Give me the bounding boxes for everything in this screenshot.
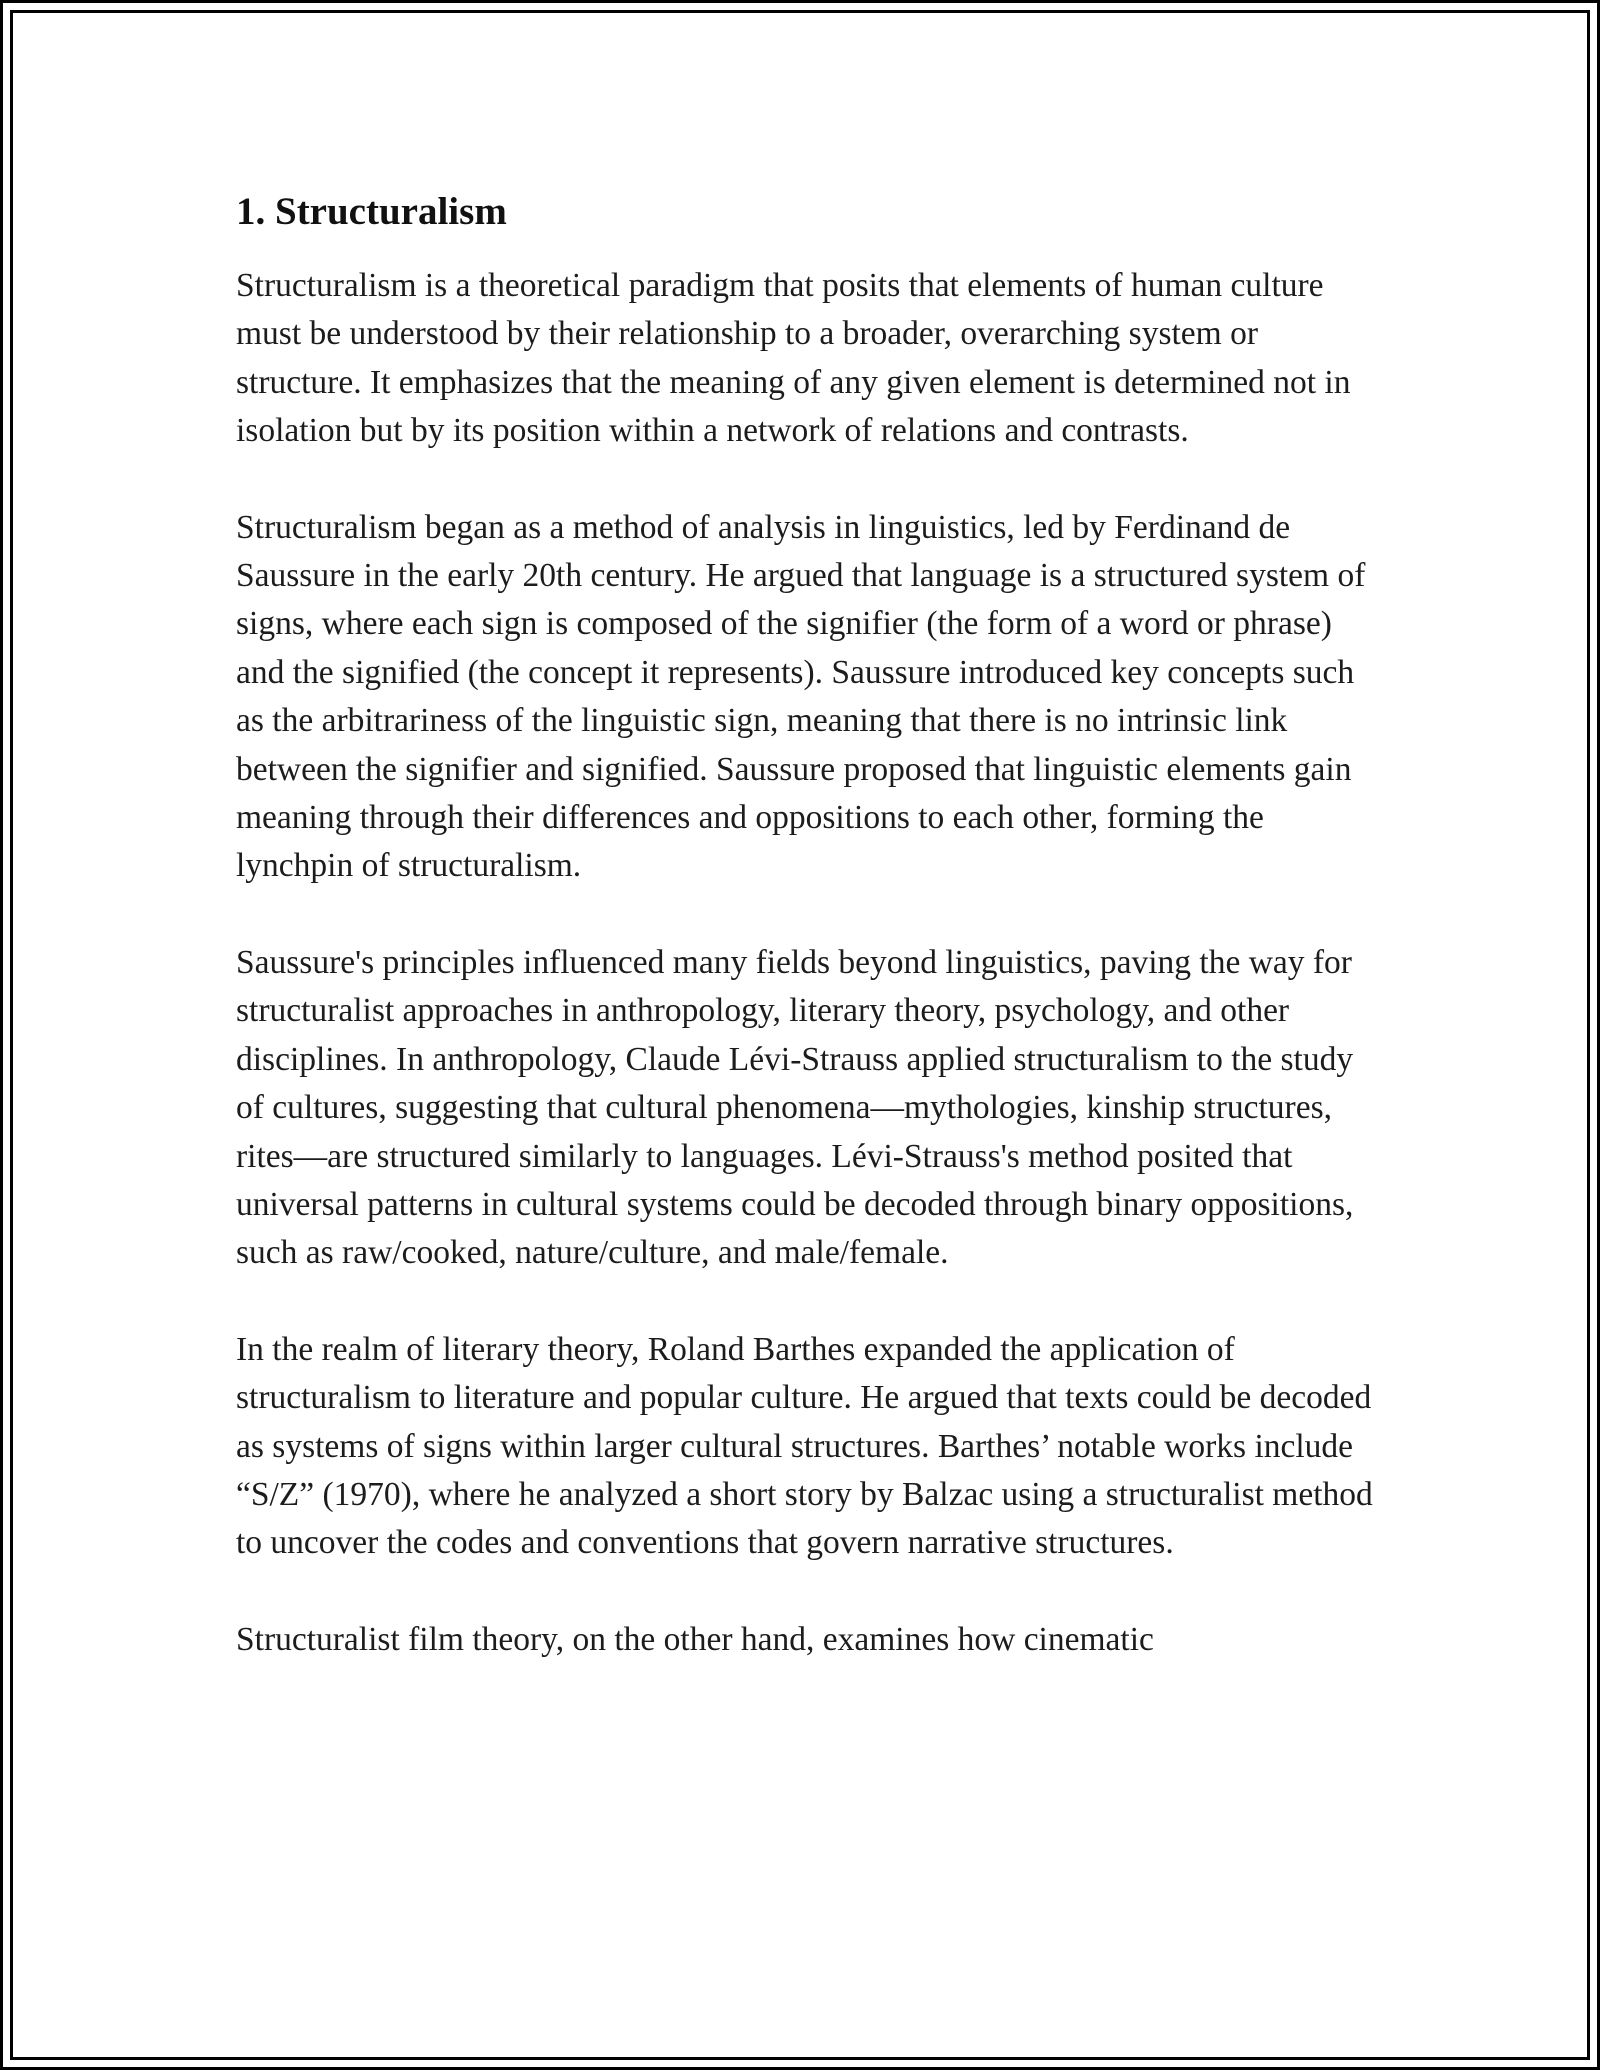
section-heading: 1. Structuralism: [236, 190, 507, 233]
paragraph-3: Saussure's principles influenced many fields beyond linguistics, paving the way for structuralist approaches in anthropology, literary theory, psychology, and other disciplines. In anthropology, Claude Lévi-Strauss applied structuralism to the study of cultures, suggesting that cultural phenomena—mythologies, kinship structures, rites—are structured similarly to languages. Lévi-Strauss's method posited that universal patterns in cultural systems could be decoded through binary oppositions, such as raw/cooked, nature/culture, and male/female.: [236, 943, 1354, 1272]
paragraph-2: Structuralism began as a method of analysis in linguistics, led by Ferdinand de Saussure in the early 20th century. He argued that language is a structured system of signs, where each sign is composed of the signifier (the form of a word or phrase) and the signified (the concept it represents). Saussure introduced key concepts such as the arbitrariness of the linguistic sign, meaning that there is no intrinsic link between the signifier and signified. Saussure proposed that linguistic elements gain meaning through their differences and oppositions to each other, forming the lynchpin of structuralism.: [236, 508, 1366, 885]
paragraph-5: Structuralist film theory, on the other hand, examines how cinematic: [236, 1620, 1154, 1658]
paragraph-1: Structuralism is a theoretical paradigm that posits that elements of human culture must be understood by their relationship to a broader, overarching system or structure. It emphasizes that the meaning of any given element is determined not in isolation but by its position within a network of relations and contrasts.: [236, 267, 1351, 450]
paragraph-4: In the realm of literary theory, Roland Barthes expanded the application of structuralism to literature and popular culture. He argued that texts could be decoded as systems of signs within larger cultural structures. Barthes’ notable works include “S/Z” (1970), where he analyzed a short story by Balzac using a structuralist method to uncover the codes and conventions that govern narrative structures.: [236, 1330, 1373, 1562]
document-body: [236, 188, 1376, 1712]
